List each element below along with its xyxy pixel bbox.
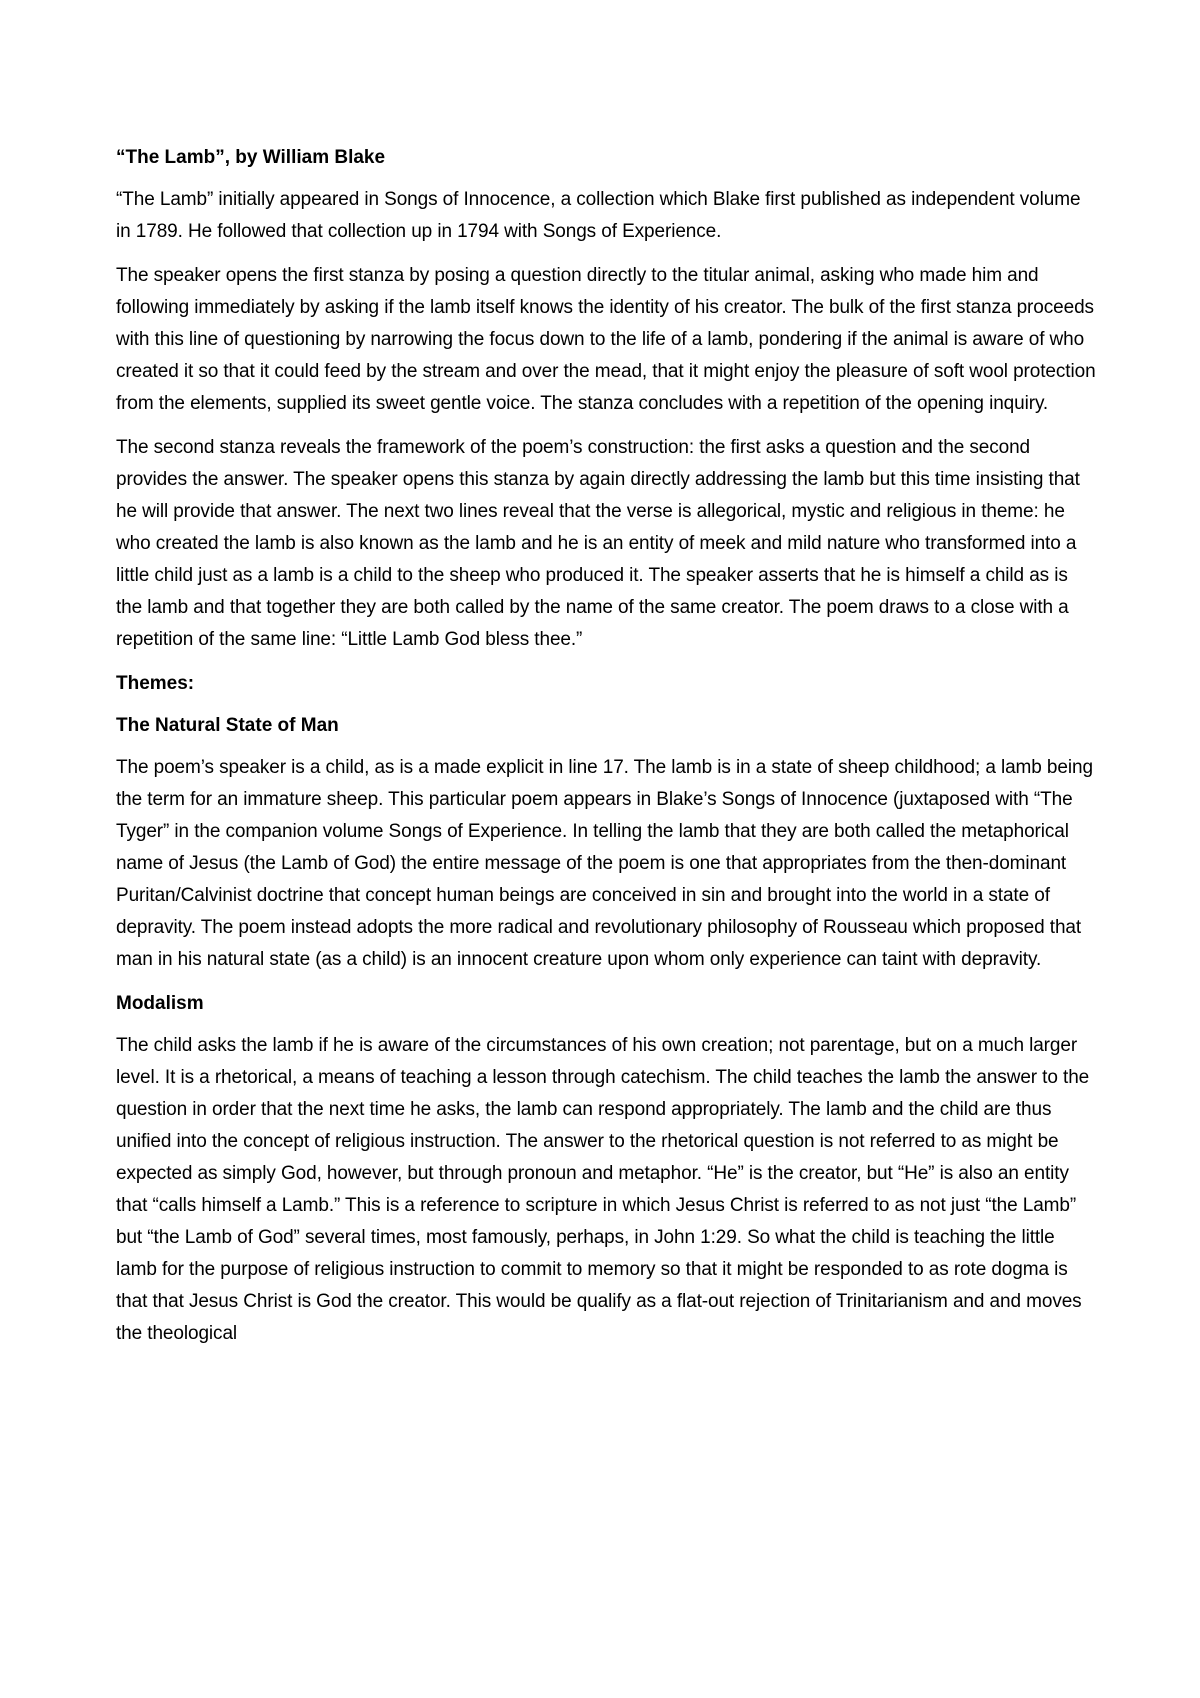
modalism-paragraph: The child asks the lamb if he is aware of the circumstances of his own creation; not parentage, but on a much larger level. It is a rhetorical, a means of teaching a lesson through catechism. The child teaches the lamb the answer to the question in order that the next time he asks, the lamb can respond appropriately. The lamb and the child are thus unified into the concept of religious instruction. The answer to the rhetorical question is not referred to as might be expected as simply God, however, but through pronoun and metaphor. “He” is the creator, but “He” is also an entity that “calls himself a Lamb.” This is a reference to scripture in which Jesus Christ is referred to as not just “the Lamb” but “the Lamb of God” several times, most famously, perhaps, in John 1:29. So what the child is teaching the little lamb for the purpose of religious instruction to commit to memory so that it might be responded to as rote dogma is that that Jesus Christ is God the creator. This would be qualify as a flat-out rejection of Trinitarianism and and moves the theological xyxy=(116,1035,1090,1344)
natural-state-paragraph: The poem’s speaker is a child, as is a made explicit in line 17. The lamb is in a state of sheep childhood; a lamb being the term for an immature sheep. This particular poem appears in Blake’s Songs of Innocence (juxtaposed with “The Tyger” in the companion volume Songs of Experience. In telling the lamb that they are both called the metaphorical name of Jesus (the Lamb of God) the entire message of the poem is one that appropriates from the then-dominant Puritan/Calvinist doctrine that concept human beings are conceived in sin and brought into the world in a state of depravity. The poem instead adopts the more radical and revolutionary philosophy of Rousseau which proposed that man in his natural state (as a child) is an innocent creature upon whom only experience can taint with depravity. xyxy=(116,757,1093,970)
first-stanza-paragraph: The speaker opens the first stanza by posing a question directly to the titular animal, asking who made him and following immediately by asking if the lamb itself knows the identity of his creator. The bulk of the first stanza proceeds with this line of questioning by narrowing the focus down to the life of a lamb, pondering if the animal is aware of who created it so that it could feed by the stream and over the mead, that it might enjoy the pleasure of soft wool protection from the elements, supplied its sweet gentle voice. The stanza concludes with a repetition of the opening inquiry. xyxy=(116,265,1096,414)
natural-state-heading: The Natural State of Man xyxy=(116,715,339,736)
modalism-heading: Modalism xyxy=(116,993,204,1014)
themes-heading: Themes: xyxy=(116,673,195,694)
document-title: “The Lamb”, by William Blake xyxy=(116,147,386,168)
document-page xyxy=(116,142,1096,1362)
second-stanza-paragraph: The second stanza reveals the framework of the poem’s construction: the first asks a question and the second provides the answer. The speaker opens this stanza by again directly addressing the lamb but this time insisting that he will provide that answer. The next two lines reveal that the verse is allegorical, mystic and religious in theme: he who created the lamb is also known as the lamb and he is an entity of meek and mild nature who transformed into a little child just as a lamb is a child to the sheep who produced it. The speaker asserts that he is himself a child as is the lamb and that together they are both called by the name of the same creator. The poem draws to a close with a repetition of the same line: “Little Lamb God bless thee.” xyxy=(116,437,1080,650)
intro-paragraph: “The Lamb” initially appeared in Songs of Innocence, a collection which Blake first published as independent volume in 1789. He followed that collection up in 1794 with Songs of Experience. xyxy=(116,189,1081,242)
